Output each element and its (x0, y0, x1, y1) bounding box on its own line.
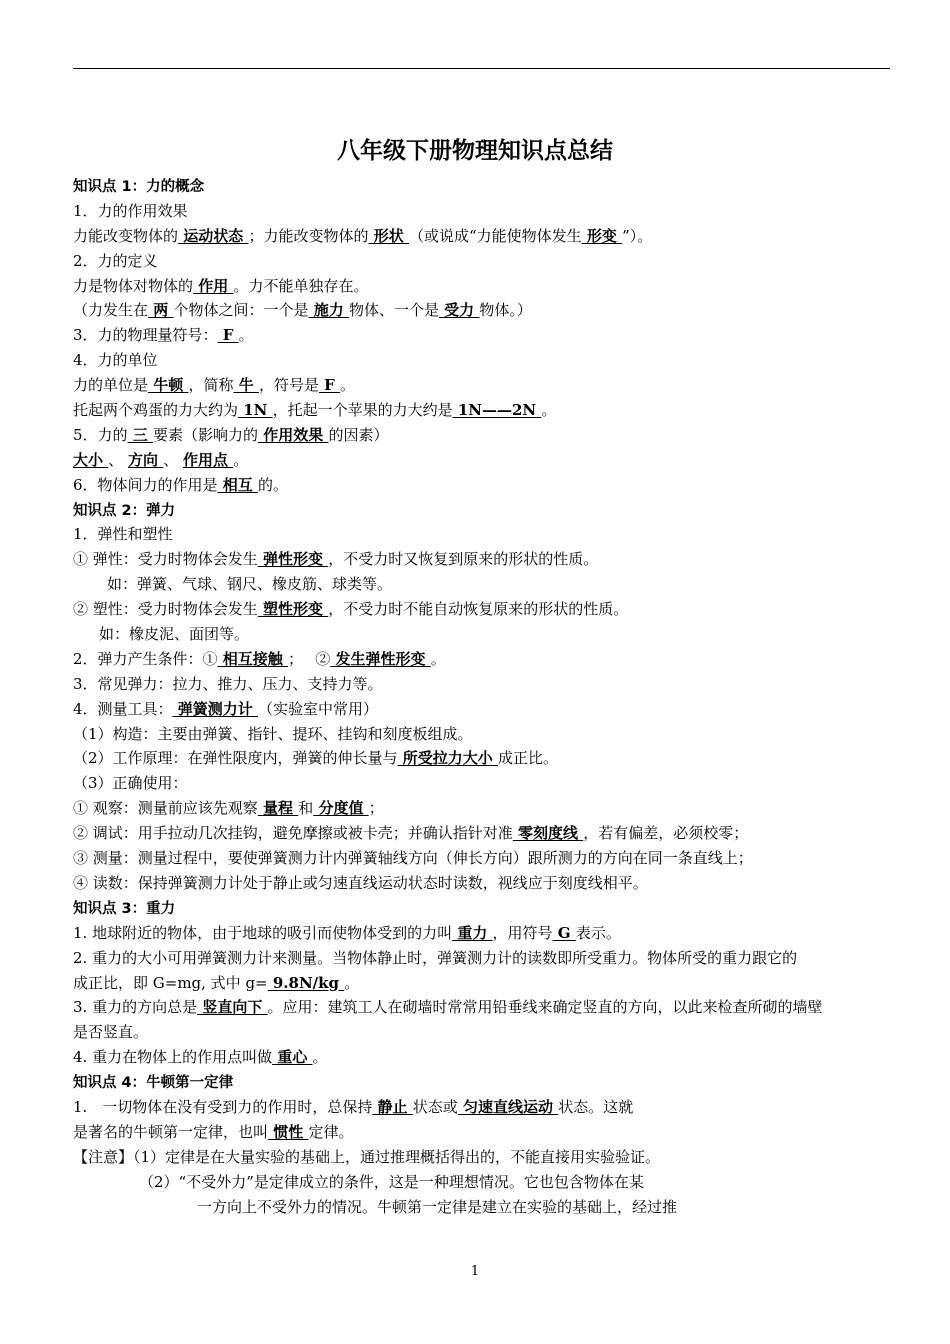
text-segment: 3．常见弹力：拉力、推力、压力、支持力等。 (73, 674, 383, 693)
text-line (73, 771, 893, 796)
fill-in-answer: 量程 (257, 799, 299, 818)
text-segment: 2．力的定义 (73, 251, 158, 270)
fill-in-answer: 1N——2N (452, 401, 542, 420)
text-line (73, 1020, 893, 1045)
fill-in-answer: 竖直向下 (197, 998, 268, 1017)
text-line (73, 423, 893, 448)
text-line (73, 597, 893, 622)
text-segment: ，简称 (188, 376, 234, 395)
page-title: 八年级下册物理知识点总结 (337, 138, 613, 164)
fill-in-answer: 两 (148, 301, 174, 320)
text-segment: ④ 读数：保持弹簧测力计处于静止或匀速直线运动状态时读数，视线应于刻度线相平。 (73, 873, 648, 892)
text-segment: （力发生在 (73, 301, 149, 320)
fill-in-answer: 牛 (233, 376, 259, 395)
fill-in-answer: 形状 (368, 226, 409, 245)
text-segment: 的因素） (328, 425, 389, 444)
text-segment: ”）。 (622, 226, 653, 245)
fill-in-answer: 分度值 (313, 799, 369, 818)
text-segment: 。 (430, 649, 446, 668)
text-line (73, 1195, 893, 1220)
text-segment: 成正比，即 G=mg, 式中 g= (73, 973, 268, 992)
fill-in-answer: 所受拉力大小 (397, 749, 498, 768)
text-segment: 。 (344, 973, 360, 992)
text-segment: 4．力的单位 (73, 351, 158, 370)
text-segment: 如：橡皮泥、面团等。 (99, 625, 250, 644)
text-line (73, 871, 893, 896)
text-segment: ② 调试：用手拉动几次挂钩，避免摩擦或被卡壳；并确认指针对准 (73, 824, 513, 843)
text-line (73, 249, 893, 274)
fill-in-answer: 弹簧测力计 (172, 699, 258, 718)
text-segment: （实验室中常用） (258, 699, 379, 718)
header-rule (73, 68, 890, 69)
text-line (73, 323, 893, 348)
text-segment: 1. 地球附近的物体，由于地球的吸引而使物体受到的力叫 (73, 923, 453, 942)
fill-in-answer: 大小 (73, 450, 109, 469)
text-segment: 物体、一个是 (348, 301, 439, 320)
text-segment: 4．测量工具： (73, 699, 173, 718)
text-segment: 4. 重力在物体上的作用点叫做 (73, 1048, 273, 1067)
fill-in-answer: 相互接触 (217, 649, 288, 668)
fill-in-answer: 弹性形变 (257, 550, 329, 569)
text-line (73, 971, 893, 996)
heading-text: 知识点 2：弹力 (73, 502, 176, 519)
fill-in-answer: 作用 (193, 276, 234, 295)
text-segment: （2）工作原理：在弹性限度内，弹簧的伸长量与 (73, 749, 398, 768)
fill-in-answer: 零刻度线 (512, 824, 584, 843)
text-segment: ② 塑性：受力时物体会发生 (73, 600, 258, 619)
fill-in-answer: 1N (238, 401, 273, 420)
text-line (73, 522, 893, 547)
text-segment: 力是物体对物体的 (73, 276, 194, 295)
text-line (73, 547, 893, 572)
text-segment: （2）“不受外力”是定律成立的条件，这是一种理想情况。它也包含物体在某 (139, 1172, 644, 1191)
text-line (73, 274, 893, 299)
text-line (73, 1120, 893, 1145)
text-segment: ，符号是 (258, 376, 319, 395)
text-segment: ③ 测量：测量过程中，要使弹簧测力计内弹簧轴线方向（伸长方向）跟所测力的方向在同一条直线上； (73, 849, 753, 868)
text-line (73, 672, 893, 697)
text-segment: ① 观察：测量前应该先观察 (73, 799, 258, 818)
text-line (73, 572, 893, 597)
text-segment: 个物体之间：一个是 (173, 301, 309, 320)
text-segment: 3．力的物理量符号： (73, 326, 218, 345)
text-segment: 定律。 (308, 1122, 354, 1141)
text-segment: 1．弹性和塑性 (73, 525, 173, 544)
fill-in-answer: 施力 (308, 301, 349, 320)
text-line (73, 746, 893, 771)
text-segment: 3. 重力的方向总是 (73, 998, 198, 1017)
text-segment: 。 (340, 376, 356, 395)
text-line (73, 298, 893, 323)
text-line (73, 448, 893, 473)
text-line (73, 647, 893, 672)
text-segment: ； ② (288, 649, 331, 668)
heading-text: 知识点 4：牛顿第一定律 (73, 1075, 234, 1092)
text-line (73, 921, 893, 946)
text-segment: 。力不能单独存在。 (233, 276, 369, 295)
text-segment: 托起两个鸡蛋的力大约为 (73, 401, 239, 420)
fill-in-answer: 作用效果 (258, 425, 329, 444)
heading-text: 知识点 3：重力 (73, 900, 176, 917)
text-segment: （或说成“力能使物体发生 (408, 226, 582, 245)
text-segment: ① 弹性：受力时物体会发生 (73, 550, 258, 569)
text-line (73, 722, 893, 747)
heading-text: 知识点 1：力的概念 (73, 179, 205, 195)
text-segment: （3）正确使用： (73, 774, 188, 793)
text-segment: 1. 一切物体在没有受到力的作用时，总保持 (73, 1097, 373, 1116)
text-segment: ；力能改变物体的 (248, 226, 369, 245)
text-segment: ； (368, 799, 384, 818)
fill-in-answer: 作用点 (183, 450, 234, 469)
text-segment: 。 (312, 1048, 328, 1067)
text-segment: ，用符号 (492, 923, 553, 942)
fill-in-answer: 重心 (272, 1048, 313, 1067)
text-segment: （1）构造：主要由弹簧、指针、提环、挂钩和刻度板组成。 (73, 724, 473, 743)
text-line (73, 796, 893, 821)
text-segment: 2. 重力的大小可用弹簧测力计来测量。当物体静止时，弹簧测力计的读数即所受重力。物体所受的重力跟它的 (73, 948, 798, 967)
fill-in-answer: 牛顿 (148, 376, 189, 395)
section-heading (73, 896, 893, 921)
text-segment: ，托起一个苹果的力大约是 (272, 401, 453, 420)
text-line (73, 373, 893, 398)
text-segment: 力的单位是 (73, 376, 149, 395)
text-segment: 如：弹簧、气球、钢尺、橡皮筋、球类等。 (107, 575, 393, 594)
text-segment: 力能改变物体的 (73, 226, 179, 245)
fill-in-answer: 方向 (128, 450, 164, 469)
text-segment: 、 (108, 450, 129, 469)
text-line (73, 995, 893, 1020)
text-segment: 一方向上不受外力的情况。牛顿第一定律是建立在实验的基础上，经过推 (197, 1197, 678, 1216)
fill-in-answer: 静止 (372, 1097, 413, 1116)
text-segment: 。 (541, 401, 557, 420)
text-segment: 。 (233, 450, 249, 469)
text-line (73, 398, 893, 423)
text-segment: ，若有偏差，必须校零； (583, 824, 749, 843)
section-heading (73, 1070, 893, 1095)
text-segment: 2．弹力产生条件：① (73, 649, 218, 668)
fill-in-answer: F (318, 376, 341, 395)
fill-in-answer: 惯性 (268, 1122, 309, 1141)
text-line (73, 846, 893, 871)
fill-in-answer: 相互 (217, 475, 258, 494)
text-line (73, 199, 893, 224)
text-segment: 表示。 (575, 923, 621, 942)
text-segment: 的。 (258, 475, 289, 494)
document-body (73, 174, 893, 1219)
fill-in-answer: 发生弹性形变 (330, 649, 431, 668)
text-segment: 和 (298, 799, 314, 818)
text-segment: 是著名的牛顿第一定律，也叫 (73, 1122, 269, 1141)
text-line (73, 348, 893, 373)
text-line (73, 224, 893, 249)
text-segment: ，不受力时又恢复到原来的形状的性质。 (328, 550, 599, 569)
fill-in-answer: 匀速直线运动 (457, 1097, 559, 1116)
text-line (73, 1170, 893, 1195)
fill-in-answer: 受力 (438, 301, 480, 320)
fill-in-answer: 重力 (452, 923, 493, 942)
text-segment: 。应用：建筑工人在砌墙时常常用铅垂线来确定竖直的方向，以此来检查所砌的墙壁 (267, 998, 823, 1017)
text-segment: 【注意】（1）定律是在大量实验的基础上，通过推理概括得出的，不能直接用实验验证。 (73, 1147, 661, 1166)
section-heading (73, 498, 893, 523)
fill-in-answer: 三 (127, 425, 153, 444)
text-segment: 。 (238, 326, 254, 345)
text-segment: 物体。） (479, 301, 532, 320)
text-line (73, 473, 893, 498)
fill-in-answer: 形变 (581, 226, 623, 245)
fill-in-answer: 9.8N/kg (267, 973, 345, 992)
text-segment: 6．物体间力的作用是 (73, 475, 218, 494)
text-segment: 是否竖直。 (73, 1023, 149, 1042)
section-heading (73, 174, 893, 199)
fill-in-answer: 塑性形变 (257, 600, 329, 619)
page-number: 1 (470, 1264, 480, 1279)
fill-in-answer: 运动状态 (178, 226, 249, 245)
text-line (73, 946, 893, 971)
fill-in-answer: G (552, 923, 576, 942)
text-segment: 成正比。 (498, 749, 559, 768)
text-segment: ，不受力时不能自动恢复原来的形状的性质。 (328, 600, 629, 619)
text-line (73, 1145, 893, 1170)
text-line (73, 697, 893, 722)
text-segment: 5．力的 (73, 425, 128, 444)
text-segment: 、 (163, 450, 184, 469)
text-line (73, 622, 893, 647)
text-segment: 状态或 (412, 1097, 458, 1116)
text-segment: 状态。这就 (558, 1097, 634, 1116)
text-line (73, 1045, 893, 1070)
text-line (73, 821, 893, 846)
fill-in-answer: F (217, 326, 239, 345)
text-line (73, 1095, 893, 1120)
text-segment: 要素（影响力的 (153, 425, 259, 444)
text-segment: 1．力的作用效果 (73, 201, 188, 220)
